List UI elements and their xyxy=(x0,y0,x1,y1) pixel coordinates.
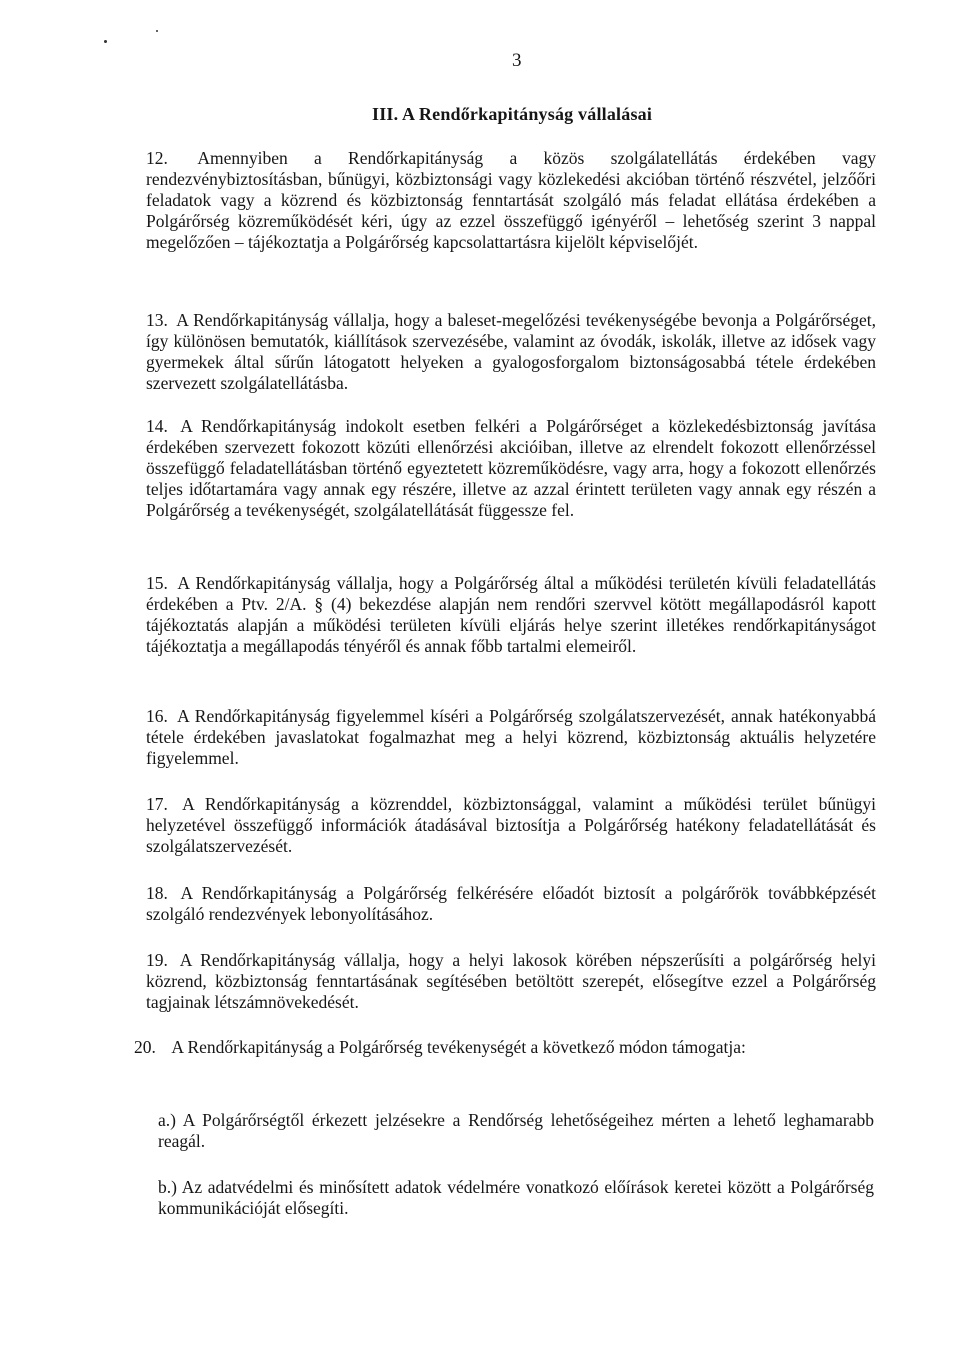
paragraph-text: A Rendőrkapitányság figyelemmel kíséri a Polgárőrség szolgálatszervezését, annak hatékonyabbá tétele érdekében javaslatokat fogalmazhat meg a helyi közrend, közbiztonság aktuális helyzetére figyelemmel. xyxy=(146,706,876,768)
scan-artifact-dot xyxy=(156,30,158,32)
paragraph-13 xyxy=(146,310,876,394)
paragraph-number: 20. xyxy=(134,1037,156,1057)
subparagraph-label: b.) xyxy=(158,1177,177,1197)
paragraph-18 xyxy=(146,883,876,925)
paragraph-14 xyxy=(146,416,876,521)
paragraph-text: Amennyiben a Rendőrkapitányság a közös szolgálatellátás érdekében vagy rendezvénybiztosításban, bűnügyi, közbiztonsági vagy közlekedési akcióban történő részvétel, jelzőőri feladatok vagy a közrend és közbiztonság fenntartását szolgáló más feladat ellátása érdekében a Polgárőrség közreműködését kéri, úgy az ezzel összefüggő igényéről – lehetőség szerint 3 nappal megelőzően – tájékoztatja a Polgárőrség kapcsolattartásra kijelölt képviselőjét. xyxy=(146,148,876,252)
paragraph-number: 19. xyxy=(146,950,168,970)
paragraph-number: 13. xyxy=(146,310,168,330)
paragraph-text: A Rendőrkapitányság a Polgárőrség felkérésére előadót biztosít a polgárőrök továbbképzését szolgáló rendezvények lebonyolításához. xyxy=(146,883,876,924)
paragraph-12 xyxy=(146,148,876,253)
paragraph-number: 15. xyxy=(146,573,168,593)
paragraph-number: 16. xyxy=(146,706,168,726)
paragraph-text: A Rendőrkapitányság vállalja, hogy a Polgárőrség által a működési területén kívüli feladatellátás érdekében a Ptv. 2/A. § (4) bekezdése alapján nem rendőri szervvel kötött megállapodásról kapott tájékoztatás alapján a működési területen kívüli eljárás helye szerint illetékes rendőrkapitányságot tájékoztatja a megállapodás tényéről és annak főbb tartalmi elemeiről. xyxy=(146,573,876,656)
subparagraph-text: A Polgárőrségtől érkezett jelzésekre a Rendőrség lehetőségeihez mérten a lehető leghamarabb reagál. xyxy=(158,1110,874,1151)
section-title: III. A Rendőrkapitányság vállalásai xyxy=(372,104,653,124)
paragraph-number: 17. xyxy=(146,794,168,814)
page-number: 3 xyxy=(512,50,522,71)
scan-artifact-dot xyxy=(104,40,107,43)
paragraph-19 xyxy=(146,950,876,1013)
paragraph-number: 14. xyxy=(146,416,168,436)
subparagraph-label: a.) xyxy=(158,1110,176,1130)
paragraph-text: A Rendőrkapitányság vállalja, hogy a helyi lakosok körében népszerűsíti a polgárőrség helyi közrend, közbiztonság fenntartásának segítésében betöltött szerepét, elősegítve ezzel a Polgárőrség tagjainak létszámnövekedését. xyxy=(146,950,877,1012)
subparagraph-b xyxy=(158,1177,874,1219)
paragraph-15 xyxy=(146,573,876,657)
paragraph-number: 12. xyxy=(146,148,168,168)
subparagraph-a xyxy=(158,1110,874,1152)
paragraph-text: A Rendőrkapitányság indokolt esetben felkéri a Polgárőrséget a közlekedésbiztonság javítása érdekében szervezett fokozott közúti ellenőrzési akcióiban, illetve az elrendelt fokozott ellenőrzéssel összefüggő feladatellátásban történő egyeztetett közreműködésre, vagy arra, hogy a fokozott ellenőrzés teljes időtartamára vagy annak egy részére, illetve az azzal érintett területen vagy annak egy részén a Polgárőrség a tevékenységét, szolgálatellátását függessze fel. xyxy=(146,416,876,520)
paragraph-number: 18. xyxy=(146,883,168,903)
paragraph-17 xyxy=(146,794,876,857)
subparagraph-text: Az adatvédelmi és minősített adatok védelmére vonatkozó előírások keretei között a Polgárőrség kommunikációját elősegíti. xyxy=(158,1177,874,1218)
paragraph-16 xyxy=(146,706,876,769)
paragraph-text: A Rendőrkapitányság vállalja, hogy a baleset-megelőzési tevékenységébe bevonja a Polgárőrséget, így különösen bemutatók, kiállítások szervezésébe, valamint az óvodák, iskolák, illetve az idősek vagy gyermekek által sűrűn látogatott helyeken a gyalogosforgalom biztonságosabbá tétele érdekében szervezett szolgálatellátásba. xyxy=(146,310,876,393)
paragraph-20 xyxy=(134,1037,876,1058)
paragraph-text: A Rendőrkapitányság a Polgárőrség tevékenységét a következő módon támogatja: xyxy=(171,1037,746,1057)
paragraph-text: A Rendőrkapitányság a közrenddel, közbiztonsággal, valamint a működési terület bűnügyi helyzetével összefüggő információk átadásával biztosítja a Polgárőrség hatékony feladatellátását és szolgálatszervezését. xyxy=(146,794,876,856)
